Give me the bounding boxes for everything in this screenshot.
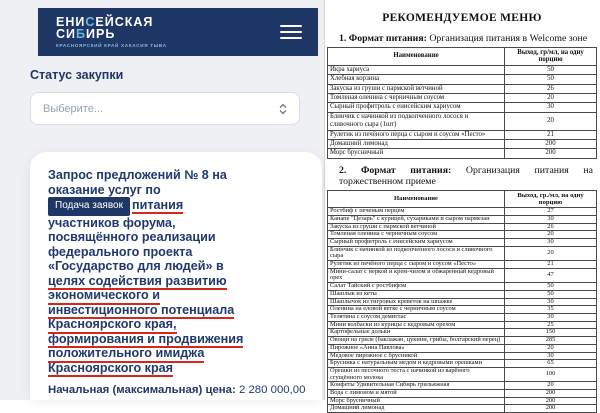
- menu-item-name: Морс брусничный: [328, 149, 505, 158]
- announcement-line: Подача заявок питания: [48, 197, 304, 216]
- menu-item-name: Закуска из груши с пармской ветчиной: [328, 223, 505, 231]
- menu-item-name: Сырный профитроль с енисейским хариусом: [328, 238, 505, 246]
- menu-item-value: 35: [505, 306, 597, 314]
- table-row: [328, 84, 597, 93]
- column-header-value: Выход, гр./мл, на одну порцию: [505, 190, 597, 207]
- tender-price: [48, 384, 304, 396]
- tender-title: [48, 168, 304, 375]
- menu-item-name: Закуска из груши с пармской ветчиной: [328, 84, 505, 93]
- menu-item-value: 20: [505, 246, 597, 260]
- table-row: [328, 344, 597, 352]
- menu-item-name: Морс брусничный: [328, 397, 505, 405]
- status-filter-label: Статус закупки: [30, 68, 124, 82]
- menu-item-value: 25: [505, 321, 597, 329]
- document-pane: [324, 0, 600, 412]
- announcement-line: Красноярского края,: [48, 317, 304, 332]
- menu-item-value: 30: [505, 215, 597, 223]
- menu-item-name: Шашлык из кеты: [328, 290, 505, 298]
- menu-item-value: 26: [505, 84, 597, 93]
- menu-item-value: 20: [505, 93, 597, 102]
- table-row: [328, 75, 597, 84]
- announcement-line: оказание услуг по: [48, 182, 161, 197]
- site-header: [38, 8, 318, 56]
- menu-item-name: Рулетик из печёного перца с сыром и соусом «Песто»: [328, 130, 505, 139]
- status-select[interactable]: [30, 92, 300, 125]
- table-row: [328, 268, 597, 282]
- chevron-updown-icon: [279, 103, 287, 115]
- menu-item-name: Оленина на еловой ветке с черничным соусом: [328, 306, 505, 314]
- column-header-value: Выход, гр/мл, на одну порцию: [505, 47, 597, 65]
- menu-item-name: Пирожное «Анна Павлова»: [328, 344, 505, 352]
- table-row: [328, 405, 597, 413]
- menu-item-name: Брусника с натуральным медом и кедровыми орешками: [328, 360, 505, 368]
- table-row: [328, 246, 597, 260]
- menu-item-name: Медовое пирожное с брусникой: [328, 352, 505, 360]
- menu-item-value: 26: [505, 223, 597, 231]
- menu-item-name: Домашний лимонад: [328, 139, 505, 148]
- site-logo[interactable]: [56, 16, 167, 49]
- announcement-line: посвящённого реализации: [48, 230, 216, 244]
- menu-item-value: 200: [505, 139, 597, 148]
- menu-item-value: 30: [505, 103, 597, 112]
- menu-item-name: Томленая оленина с черничным соусом: [328, 93, 505, 102]
- menu-item-name: Конфеты Удивительная Сибирь грильяжная: [328, 382, 505, 390]
- menu-item-value: 20: [505, 344, 597, 352]
- hamburger-menu-icon[interactable]: [280, 25, 302, 40]
- menu-item-value: 30: [505, 352, 597, 360]
- table-row: [328, 103, 597, 112]
- announcement-line: экономического и: [48, 288, 304, 303]
- announcement-line: «Государство для людей» в: [48, 259, 224, 273]
- menu-item-value: 20: [505, 112, 597, 130]
- menu-item-name: Шашлычок из тигровых креветок на шпажке: [328, 298, 505, 306]
- price-label: Начальная (максимальная) цена:: [48, 384, 236, 396]
- menu-item-name: Блинчик с начинкой из подкопченного лосося и сливочного сыра (1шт): [328, 112, 505, 130]
- table-row: [328, 215, 597, 223]
- menu-item-value: 50: [505, 75, 597, 84]
- reception-menu-table: [327, 190, 597, 413]
- menu-item-value: 100: [505, 367, 597, 381]
- announcement-line: Запрос предложений № 8 на: [48, 168, 227, 182]
- menu-item-name: Орешки из песочного теста с начинкой из варёного сгущённого молока: [328, 367, 505, 381]
- section-2-heading: 2. Формат питания: Организация питания на торжественном приеме: [339, 164, 594, 188]
- menu-item-value: 21: [505, 261, 597, 269]
- status-badge: Подача заявок: [48, 197, 130, 216]
- menu-item-name: Телятина с соусом демиглас: [328, 314, 505, 322]
- menu-item-name: Салат Тайский с ростбифом: [328, 283, 505, 291]
- menu-item-name: Овощи на гриле (баклажан, цукини, грибы, болгарский перец): [328, 337, 505, 345]
- announcement-line: федерального проекта: [48, 244, 193, 259]
- menu-item-name: Томленая оленина с черничным соусом: [328, 231, 505, 239]
- menu-item-name: Блинчик с начинкой из подкопченного лосося и сливочного сыра: [328, 246, 505, 260]
- table-row: [328, 149, 597, 158]
- menu-item-name: Рулетик из печёного перца с сыром и соусом «Песто»: [328, 261, 505, 269]
- announcement-line: Красноярского края: [48, 361, 304, 376]
- column-header-name: Наименование: [328, 190, 505, 207]
- menu-item-name: Вода с лимоном и мятой: [328, 390, 505, 398]
- menu-item-value: 47: [505, 268, 597, 282]
- logo-subtitle: КРАСНОЯРСКИЙ КРАЙ ХАКАСИЯ ТЫВА: [56, 42, 167, 48]
- menu-item-value: 20: [505, 382, 597, 390]
- menu-item-name: Икра хариуса: [328, 65, 505, 74]
- table-row: [328, 139, 597, 148]
- announcement-line: формирования и продвижения: [48, 332, 304, 347]
- table-row: [328, 367, 597, 381]
- menu-item-value: 30: [505, 298, 597, 306]
- menu-item-value: 150: [505, 329, 597, 337]
- menu-item-name: Мини-салат с неркой и крем-чизом и обжаренный кедровый орех: [328, 268, 505, 282]
- table-row: [328, 290, 597, 298]
- menu-item-name: Домашний лимонад: [328, 405, 505, 413]
- menu-item-name: Хлебная корзина: [328, 75, 505, 84]
- logo-line-2: СИБИРЬ: [56, 27, 116, 42]
- welcome-zone-menu-table: [327, 47, 597, 159]
- menu-item-name: Картофельные дольки: [328, 329, 505, 337]
- announcement-line: положительного имиджа: [48, 346, 304, 361]
- menu-item-value: 50: [505, 65, 597, 74]
- section-1-heading: 1. Формат питания: Организация питания в Welcome зоне: [339, 33, 588, 44]
- menu-item-value: 200: [505, 405, 597, 413]
- menu-item-value: 285: [505, 337, 597, 345]
- menu-item-value: 20: [505, 231, 597, 239]
- menu-item-name: Канапе "Цезарь" с курицей, сухариками и сыром пармезан: [328, 215, 505, 223]
- announcement-line: целях содействия развитию: [48, 274, 304, 289]
- tender-card[interactable]: [30, 152, 322, 400]
- logo-line-1: ЕНИСЕЙСКАЯ: [56, 14, 154, 29]
- menu-item-value: 65: [505, 360, 597, 368]
- table-row: [328, 130, 597, 139]
- menu-item-value: 50: [505, 283, 597, 291]
- menu-item-name: Сырный профитроль с енисейским хариусом: [328, 103, 505, 112]
- column-header-name: Наименование: [328, 47, 505, 65]
- price-value: 2 280 000,00: [238, 384, 306, 396]
- menu-item-value: 50: [505, 290, 597, 298]
- menu-item-value: 200: [505, 397, 597, 405]
- menu-item-name: Мини колбаски из курицы с кедровым орехом: [328, 321, 505, 329]
- menu-item-value: 200: [505, 390, 597, 398]
- table-row: [328, 112, 597, 130]
- menu-item-value: 30: [505, 314, 597, 322]
- announcement-line: инвестиционного потенциала: [48, 303, 304, 318]
- menu-item-value: 27: [505, 208, 597, 216]
- table-row: [328, 93, 597, 102]
- select-placeholder: Выберите...: [43, 102, 104, 115]
- document-title: РЕКОМЕНДУЕМОЕ МЕНЮ: [382, 12, 542, 24]
- menu-item-value: 21: [505, 130, 597, 139]
- table-row: [328, 65, 597, 74]
- menu-item-name: Ростбиф с печеным перцем: [328, 208, 505, 216]
- menu-item-value: 200: [505, 149, 597, 158]
- menu-item-value: 30: [505, 238, 597, 246]
- announcement-line: участников форума,: [48, 215, 176, 230]
